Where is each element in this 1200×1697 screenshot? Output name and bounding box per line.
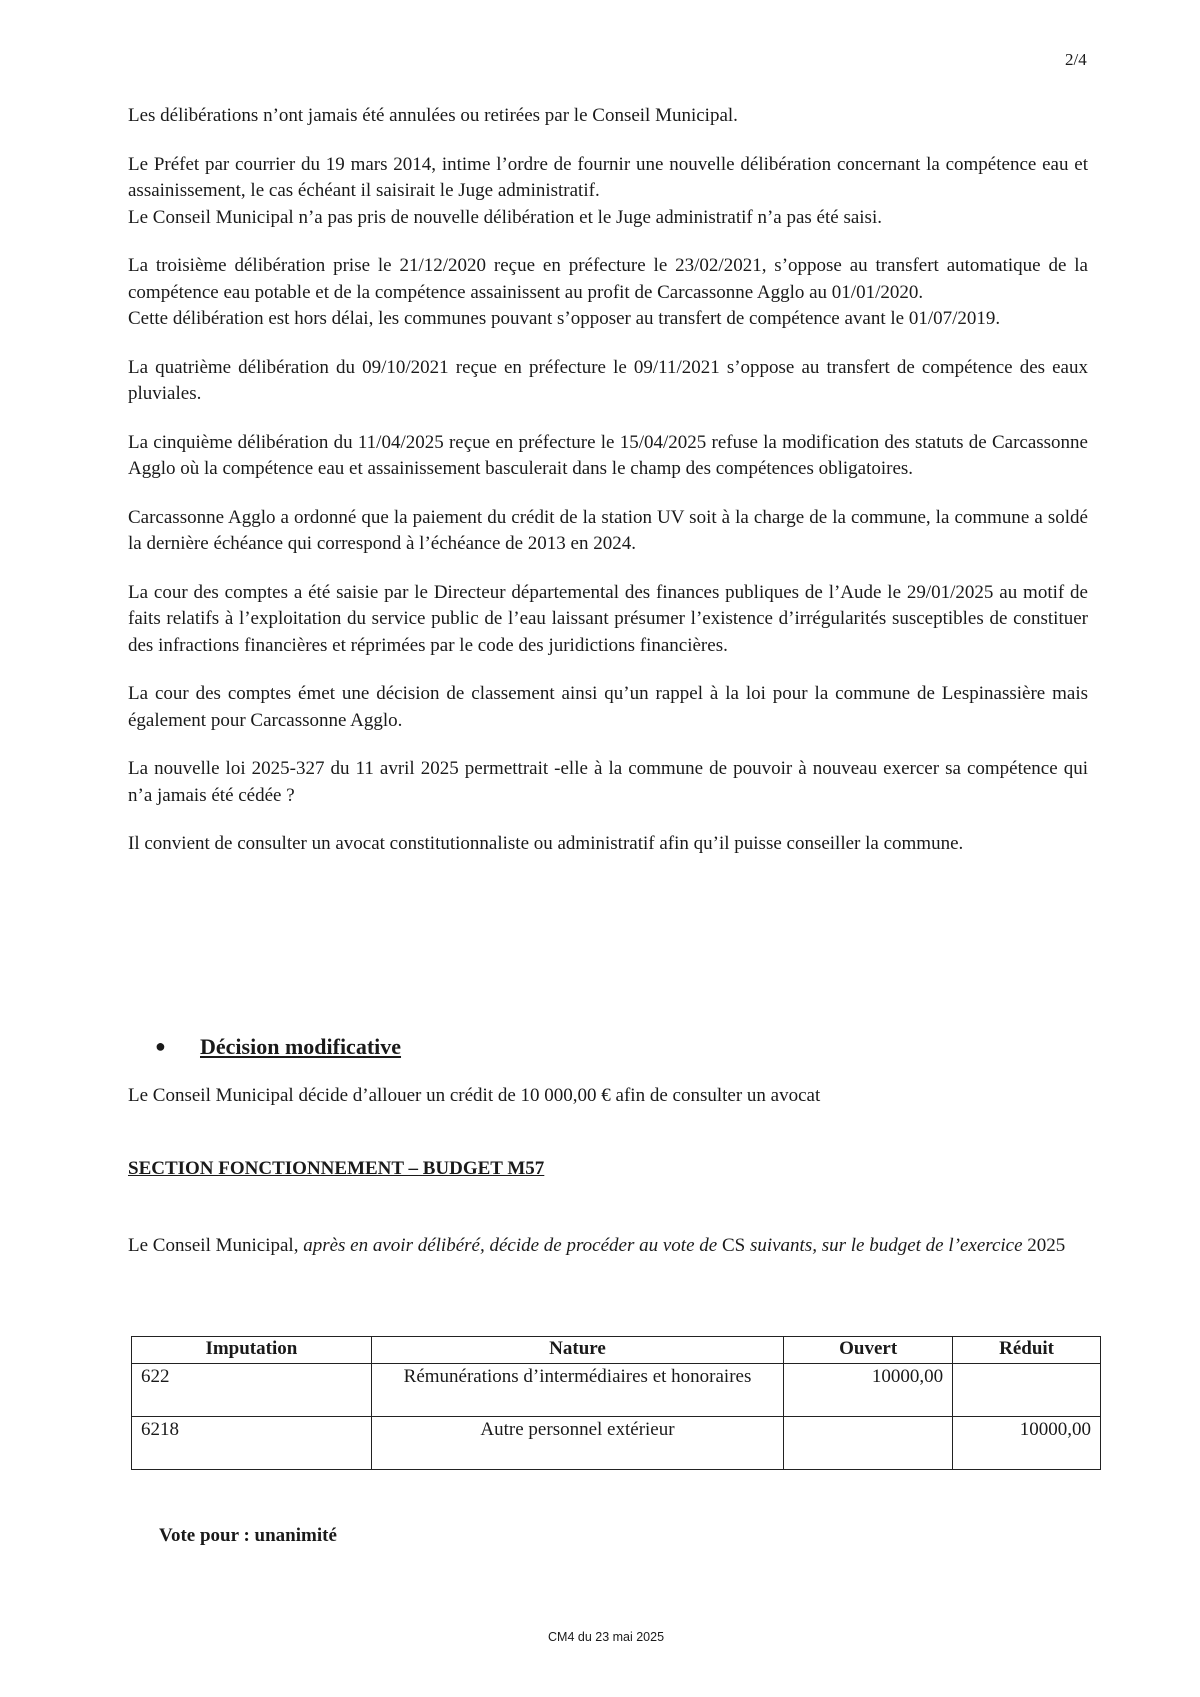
header-imputation: Imputation bbox=[132, 1337, 372, 1364]
table-row bbox=[132, 1364, 1101, 1417]
cell-imputation: 6218 bbox=[132, 1417, 372, 1470]
cell-reduit bbox=[953, 1364, 1101, 1417]
paragraph-line: Carcassonne Agglo a ordonné que la paiement du crédit de la station UV soit à la charge de la commune, la commune a soldé la dernière échéance qui correspond à l’échéance de 2013 en 2024. bbox=[128, 506, 1088, 554]
decision-title: Décision modificative bbox=[200, 1034, 402, 1059]
paragraph bbox=[128, 756, 1088, 809]
header-reduit: Réduit bbox=[953, 1337, 1101, 1364]
paragraph-line: Le Préfet par courrier du 19 mars 2014, intime l’ordre de fournir une nouvelle délibération concernant la compétence eau et assainissement, le cas échéant il saisirait le Juge administratif. bbox=[128, 153, 1088, 201]
paragraph-line: La quatrième délibération du 09/10/2021 reçue en préfecture le 09/11/2021 s’oppose au transfert de compétence des eaux pluviales. bbox=[128, 356, 1088, 404]
paragraph bbox=[128, 152, 1088, 232]
vote-intro-subject: Le Conseil Municipal, bbox=[128, 1235, 299, 1256]
cell-ouvert bbox=[784, 1417, 953, 1470]
cell-ouvert: 10000,00 bbox=[784, 1364, 953, 1417]
bullet-icon: ● bbox=[155, 1036, 166, 1056]
paragraph bbox=[128, 430, 1088, 483]
header-ouvert: Ouvert bbox=[784, 1337, 953, 1364]
table-row bbox=[132, 1417, 1101, 1470]
paragraph-line: Les délibérations n’ont jamais été annulées ou retirées par le Conseil Municipal. bbox=[128, 105, 738, 126]
paragraph bbox=[128, 355, 1088, 408]
paragraph-line: La cour des comptes a été saisie par le Directeur départemental des finances publiques de l’Aude le 29/01/2025 au motif de faits relatifs à l’exploitation du service public de l’eau laissant présumer l’existence d’irrégularités susceptibles de constituer des infractions financières et réprimées par le code des juridictions financières. bbox=[128, 581, 1088, 656]
paragraph-line: Il convient de consulter un avocat constitutionnaliste ou administratif afin qu’il puisse conseiller la commune. bbox=[128, 833, 964, 854]
body-text bbox=[128, 103, 1088, 880]
vote-intro-year: 2025 bbox=[1027, 1235, 1066, 1256]
paragraph-line: Le Conseil Municipal n’a pas pris de nouvelle délibération et le Juge administratif n’a pas été saisi. bbox=[128, 206, 882, 228]
vote-result: Vote pour : unanimité bbox=[159, 1525, 337, 1546]
vote-intro-cs: CS bbox=[721, 1235, 746, 1256]
vote-intro bbox=[128, 1233, 1088, 1260]
vote-intro-italic-1: après en avoir délibéré, décide de procéder au vote de bbox=[303, 1235, 718, 1256]
paragraph-line: La cour des comptes émet une décision de classement ainsi qu’un rappel à la loi pour la commune de Lespinassière mais également pour Carcassonne Agglo. bbox=[128, 683, 1088, 731]
footer: CM4 du 23 mai 2025 bbox=[548, 1630, 665, 1644]
table-header-row bbox=[132, 1337, 1101, 1364]
allocation-text: Le Conseil Municipal décide d’allouer un crédit de 10 000,00 € afin de consulter un avocat bbox=[128, 1085, 821, 1106]
paragraph-line: La nouvelle loi 2025-327 du 11 avril 2025 permettrait -elle à la commune de pouvoir à nouveau exercer sa compétence qui n’a jamais été cédée ? bbox=[128, 758, 1088, 806]
section-title: SECTION FONCTIONNEMENT – BUDGET M57 bbox=[128, 1158, 545, 1179]
paragraph bbox=[128, 505, 1088, 558]
paragraph-line: Cette délibération est hors délai, les communes pouvant s’opposer au transfert de compétence avant le 01/07/2019. bbox=[128, 308, 1001, 329]
vote-intro-italic-2: suivants, sur le budget de l’exercice bbox=[749, 1235, 1023, 1256]
paragraph bbox=[128, 681, 1088, 734]
paragraph-line: La cinquième délibération du 11/04/2025 reçue en préfecture le 15/04/2025 refuse la modification des statuts de Carcassonne Agglo où la compétence eau et assainissement basculerait dans le champ des compétences obligatoires. bbox=[128, 431, 1088, 479]
decision-heading bbox=[155, 1034, 401, 1060]
cell-reduit: 10000,00 bbox=[953, 1417, 1101, 1470]
header-nature: Nature bbox=[371, 1337, 784, 1364]
paragraph bbox=[128, 831, 1088, 858]
cell-nature: Rémunérations d’intermédiaires et honoraires bbox=[371, 1364, 784, 1417]
page-number: 2/4 bbox=[1065, 50, 1087, 69]
paragraph bbox=[128, 580, 1088, 660]
budget-table bbox=[131, 1336, 1101, 1470]
paragraph-line: La troisième délibération prise le 21/12/2020 reçue en préfecture le 23/02/2021, s’oppose au transfert automatique de la compétence eau potable et de la compétence assainissent au profit de Carcassonne Agglo au 01/01/2020. bbox=[128, 255, 1088, 303]
paragraph bbox=[128, 253, 1088, 333]
paragraph bbox=[128, 103, 1088, 130]
cell-imputation: 622 bbox=[132, 1364, 372, 1417]
cell-nature: Autre personnel extérieur bbox=[371, 1417, 784, 1470]
